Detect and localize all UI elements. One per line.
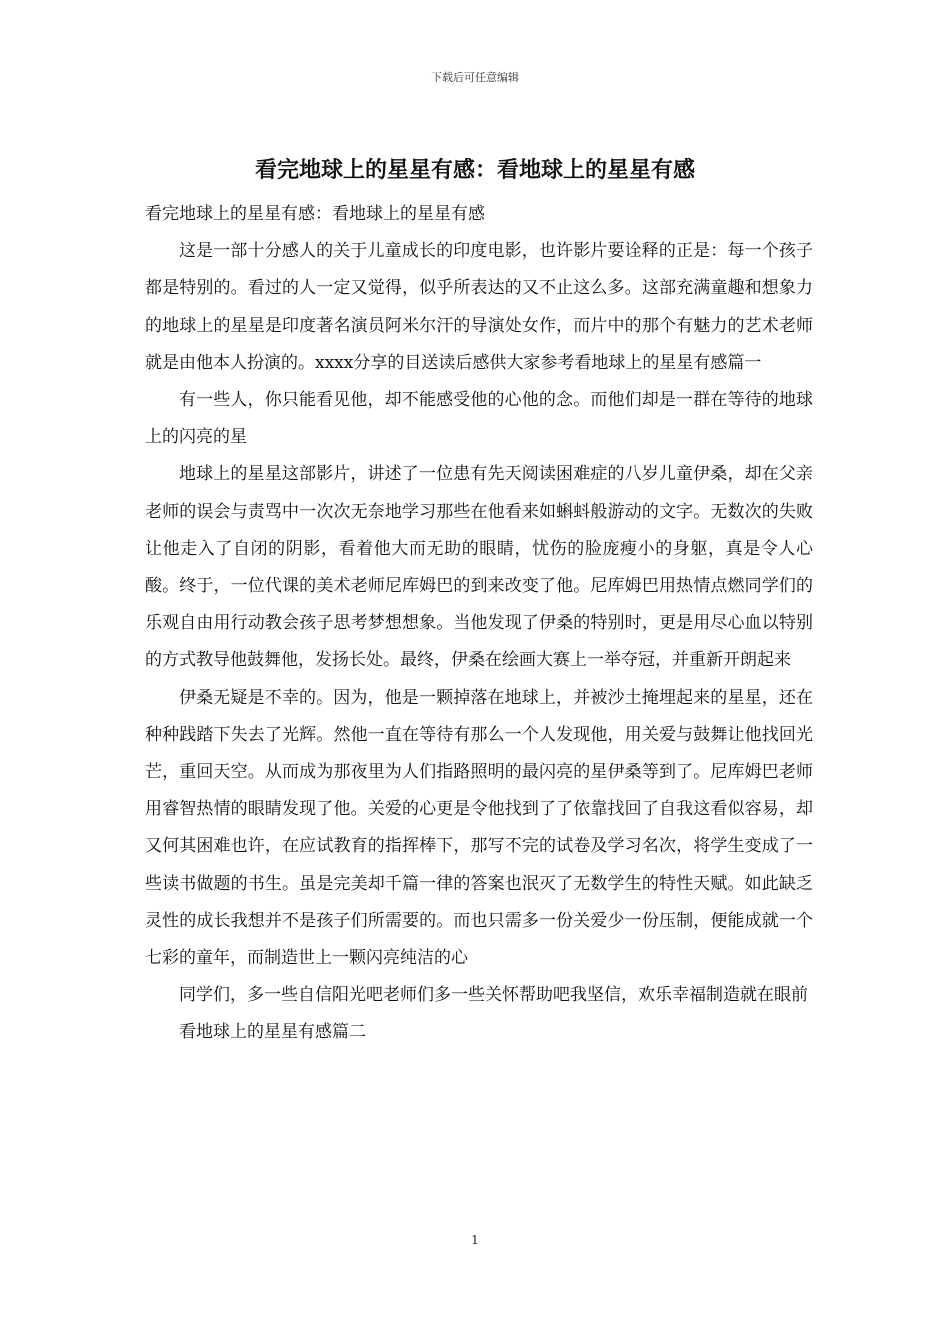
paragraph-subtitle: 看完地球上的星星有感：看地球上的星星有感 bbox=[145, 204, 485, 224]
document-title: 看完地球上的星星有感：看地球上的星星有感 bbox=[254, 157, 695, 183]
header-note: 下载后可任意编辑 bbox=[431, 71, 519, 84]
paragraph: 同学们，多一些自信阳光吧老师们多一些关怀帮助吧我坚信，欢乐幸福制造就在眼前 bbox=[179, 985, 808, 1006]
page-number: 1 bbox=[471, 1233, 479, 1247]
paragraph: 有一些人，你只能看见他，却不能感受他的心他的念。而他们却是一群在等待的地球上的闪亮的星 bbox=[145, 390, 813, 448]
document-body bbox=[145, 196, 813, 1052]
paragraph: 伊桑无疑是不幸的。因为，他是一颗掉落在地球上，并被沙土掩埋起来的星星，还在种种践踏下失去了光辉。然他一直在等待有那么一个人发现他，用关爱与鼓舞让他找回光芒，重回天空。从而成为那夜里为人们指路照明的最闪亮的星伊桑等到了。尼库姆巴老师用睿智热情的眼睛发现了他。关爱的心更是令他找到了了依靠找回了自我这看似容易，却又何其困难也许，在应试教育的指挥棒下，那写不完的试卷及学习名次，将学生变成了一些读书做题的书生。虽是完美却千篇一律的答案也泯灭了无数学生的特性天赋。如此缺乏灵性的成长我想并不是孩子们所需要的。而也只需多一份关爱少一份压制，便能成就一个七彩的童年，而制造世上一颗闪亮纯洁的心 bbox=[145, 687, 813, 969]
paragraph-intro: 这是一部十分感人的关于儿童成长的印度电影，也许影片要诠释的正是：每一个孩子都是特别的。看过的人一定又觉得，似乎所表达的又不止这么多。这部充满童趣和想象力的地球上的星星是印度著名演员阿米尔汗的导演处女作，而片中的那个有魅力的艺术老师就是由他本人扮演的。xxxx分享的目送读后感供大家参考看地球上的星星有感篇一 bbox=[145, 241, 813, 373]
section-heading: 看地球上的星星有感篇二 bbox=[179, 1022, 366, 1043]
paragraph: 地球上的星星这部影片，讲述了一位患有先天阅读困难症的八岁儿童伊桑，却在父亲老师的误会与责骂中一次次无奈地学习那些在他看来如蝌蚪般游动的文字。无数次的失败让他走入了自闭的阴影，看着他大而无助的眼睛，忧伤的脸庞瘦小的身躯，真是令人心酸。终于，一位代课的美术老师尼库姆巴的到来改变了他。尼库姆巴用热情点燃同学们的乐观自由用行动教会孩子思考梦想想象。当他发现了伊桑的特别时，更是用尽心血以特别的方式教导他鼓舞他，发扬长处。最终，伊桑在绘画大赛上一举夺冠，并重新开朗起来 bbox=[145, 464, 813, 671]
